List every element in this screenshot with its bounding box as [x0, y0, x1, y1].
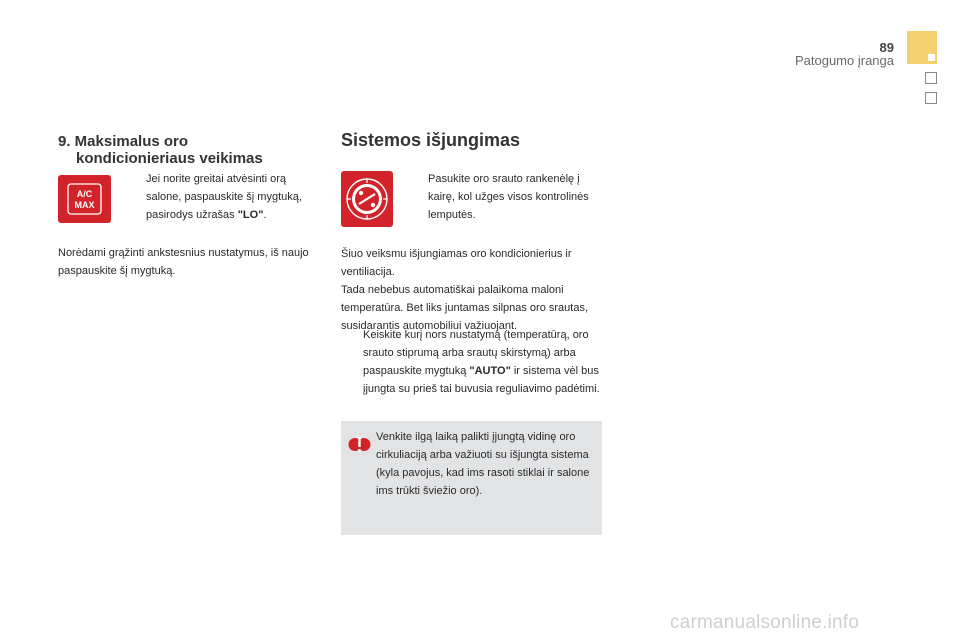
reactivate-text-1: Keiskite kurį nors nustatymą (temperatūrą, oro srauto stiprumą arba srautų skirstymą) arba paspauskite mygtuką: [363, 329, 589, 377]
airflow-dial-icon: [341, 171, 393, 227]
lo-label: "LO": [237, 209, 264, 221]
warning-icon: [348, 433, 371, 456]
restore-paragraph: Norėdami grąžinti ankstesnius nustatymus, iš naujo paspauskite šį mygtuką.: [58, 247, 309, 277]
reactivate-text-2: ir sistema vėl bus įjungta su prieš tai buvusia reguliavimo padėtimi.: [363, 365, 600, 395]
comfort-text: Tada nebebus automatiškai palaikoma maloni temperatūra. Bet liks juntamas silpnas oro srautas, susidarantis automobiliui važiuojant.: [341, 284, 589, 332]
page-number: 89: [879, 40, 894, 55]
tab-marker: [928, 54, 935, 61]
ac-max-line1: A/C: [76, 189, 93, 199]
off-text: Šiuo veiksmu išjungiamas oro kondicionierius ir ventiliacija.: [341, 248, 572, 278]
section-title-line2: kondicionieriaus veikimas: [76, 150, 263, 167]
ac-max-button-icon: [58, 175, 111, 223]
section-title-max-ac: [58, 133, 318, 167]
ac-max-line2: MAX: [74, 200, 95, 210]
instruction-reactivate: [363, 326, 606, 398]
instruction-max-ac: [146, 170, 306, 224]
instruction-dial: Pasukite oro srauto rankenėlę į kairę, kol užges visos kontrolinės lemputės.: [428, 173, 589, 221]
chapter-tab-active[interactable]: [907, 31, 937, 64]
auto-label: "AUTO": [469, 365, 511, 377]
chapter-title: Patogumo įranga: [794, 53, 894, 68]
warning-text: Venkite ilgą laiką palikti įjungtą vidinę oro cirkuliaciją arba važiuoti su išjungta sistema (kyla pavojus, kad ims rasoti stiklai ir salone ims trūkti šviežio oro).: [376, 431, 590, 497]
section-title-system-off: Sistemos išjungimas: [341, 130, 521, 150]
instruction-end: .: [263, 209, 267, 221]
section-title-line1: 9. Maksimalus oro: [58, 133, 189, 150]
chapter-tab[interactable]: [925, 92, 937, 104]
watermark: carmanualsonline.info: [670, 612, 860, 633]
system-off-paragraph: [341, 245, 606, 335]
chapter-tab[interactable]: [925, 72, 937, 84]
instruction-text: Jei norite greitai atvėsinti orą salone, paspauskite šį mygtuką, pasirodys užrašas: [146, 173, 302, 221]
